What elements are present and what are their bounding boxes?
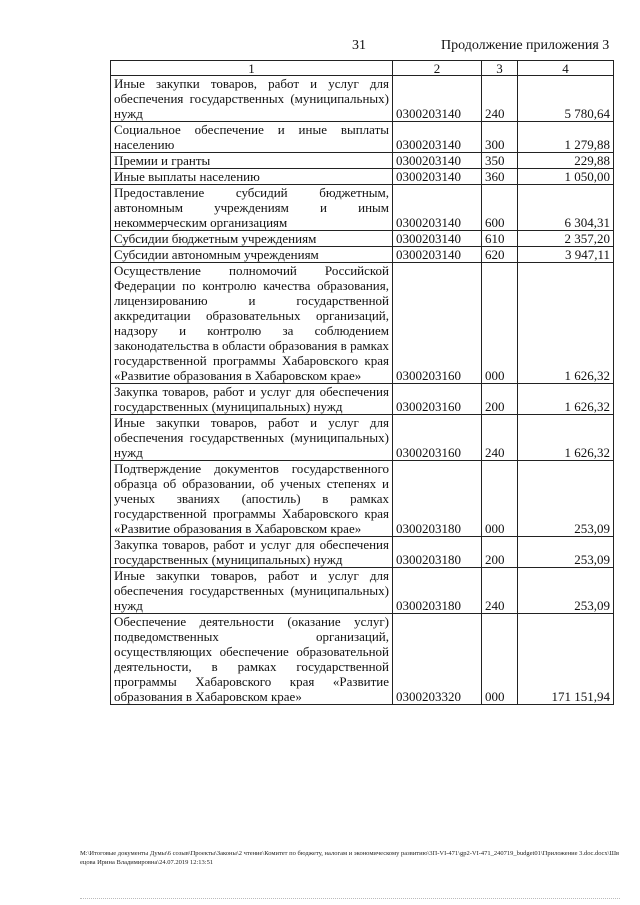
row-kind-cell: 600 [482,185,518,231]
row-name-cell: Иные закупки товаров, работ и услуг для обеспечения государственных (муниципальных) нужд [111,415,393,461]
column-header: 3 [482,61,518,76]
row-kind-cell: 240 [482,415,518,461]
table-row [111,153,614,169]
row-name-cell: Иные выплаты населению [111,169,393,185]
row-code-cell: 0300203140 [393,153,482,169]
row-amount-cell: 1 626,32 [518,415,614,461]
row-amount-cell: 229,88 [518,153,614,169]
row-name-cell: Закупка товаров, работ и услуг для обеспечения государственных (муниципальных) нужд [111,537,393,568]
row-code-cell: 0300203320 [393,614,482,705]
row-code-cell: 0300203180 [393,568,482,614]
row-kind-cell: 610 [482,231,518,247]
table-row [111,537,614,568]
row-amount-cell: 253,09 [518,568,614,614]
row-kind-cell: 300 [482,122,518,153]
row-kind-cell: 240 [482,76,518,122]
continuation-label: Продолжение приложения 3 [441,38,610,53]
row-kind-cell: 200 [482,537,518,568]
row-amount-cell: 1 626,32 [518,384,614,415]
table-row [111,122,614,153]
row-code-cell: 0300203160 [393,415,482,461]
row-code-cell: 0300203140 [393,76,482,122]
row-kind-cell: 000 [482,263,518,384]
footer-divider [80,898,620,900]
row-name-cell: Социальное обеспечение и иные выплаты населению [111,122,393,153]
row-kind-cell: 000 [482,614,518,705]
row-amount-cell: 1 050,00 [518,169,614,185]
column-header: 1 [111,61,393,76]
row-code-cell: 0300203180 [393,461,482,537]
table-row [111,263,614,384]
row-amount-cell: 3 947,11 [518,247,614,263]
row-name-cell: Субсидии автономным учреждениям [111,247,393,263]
row-code-cell: 0300203180 [393,537,482,568]
row-code-cell: 0300203140 [393,247,482,263]
table-row [111,614,614,705]
table-body [111,76,614,705]
column-header: 4 [518,61,614,76]
row-amount-cell: 171 151,94 [518,614,614,705]
row-amount-cell: 2 357,20 [518,231,614,247]
row-amount-cell: 253,09 [518,461,614,537]
footer-file-path: М:\Итоговые документы Думы\6 созыв\Проекты\Законы\2 чтение\Комитет по бюджету, налогам и экономическому развитию\3П-VI-471\gp2-VI-471_240719_budget01\Приложение 3.doc.docx\Швецова Ирина Владимировна\24.07.2019 12:13:51 [80,850,620,866]
table-row [111,169,614,185]
row-amount-cell: 1 626,32 [518,263,614,384]
row-name-cell: Субсидии бюджетным учреждениям [111,231,393,247]
row-amount-cell: 5 780,64 [518,76,614,122]
table-row [111,415,614,461]
table-row [111,247,614,263]
table-row [111,231,614,247]
row-code-cell: 0300203160 [393,384,482,415]
row-code-cell: 0300203140 [393,231,482,247]
row-name-cell: Подтверждение документов государственного образца об образовании, об ученых степенях и ученых званиях (апостиль) в рамках государственной программы Хабаровского края «Развитие образования в Хабаровском крае» [111,461,393,537]
row-amount-cell: 6 304,31 [518,185,614,231]
table-row [111,185,614,231]
row-kind-cell: 200 [482,384,518,415]
row-name-cell: Осуществление полномочий Российской Федерации по контролю качества образования, лицензированию и государственной аккредитации образовательных организаций, надзору и контролю за соблюдением законодательства в области образования в рамках государственной программы Хабаровского края «Развитие образования в Хабаровском крае» [111,263,393,384]
table-row [111,76,614,122]
row-name-cell: Предоставление субсидий бюджетным, автономным учреждениям и иным некоммерческим организациям [111,185,393,231]
row-amount-cell: 253,09 [518,537,614,568]
row-kind-cell: 240 [482,568,518,614]
row-kind-cell: 620 [482,247,518,263]
table-row [111,384,614,415]
row-code-cell: 0300203160 [393,263,482,384]
table-row [111,461,614,537]
row-code-cell: 0300203140 [393,185,482,231]
table-row [111,568,614,614]
row-name-cell: Иные закупки товаров, работ и услуг для обеспечения государственных (муниципальных) нужд [111,76,393,122]
row-kind-cell: 000 [482,461,518,537]
row-code-cell: 0300203140 [393,122,482,153]
column-header-row [111,61,614,76]
row-amount-cell: 1 279,88 [518,122,614,153]
row-name-cell: Иные закупки товаров, работ и услуг для обеспечения государственных (муниципальных) нужд [111,568,393,614]
page-number: 31 [352,38,366,53]
row-name-cell: Премии и гранты [111,153,393,169]
row-code-cell: 0300203140 [393,169,482,185]
row-kind-cell: 360 [482,169,518,185]
row-name-cell: Закупка товаров, работ и услуг для обеспечения государственных (муниципальных) нужд [111,384,393,415]
row-name-cell: Обеспечение деятельности (оказание услуг) подведомственных организаций, осуществляющих обеспечение образовательной деятельности, в рамках государственной программы Хабаровского края «Развитие образования в Хабаровском крае» [111,614,393,705]
row-kind-cell: 350 [482,153,518,169]
column-header: 2 [393,61,482,76]
budget-table [110,60,614,705]
